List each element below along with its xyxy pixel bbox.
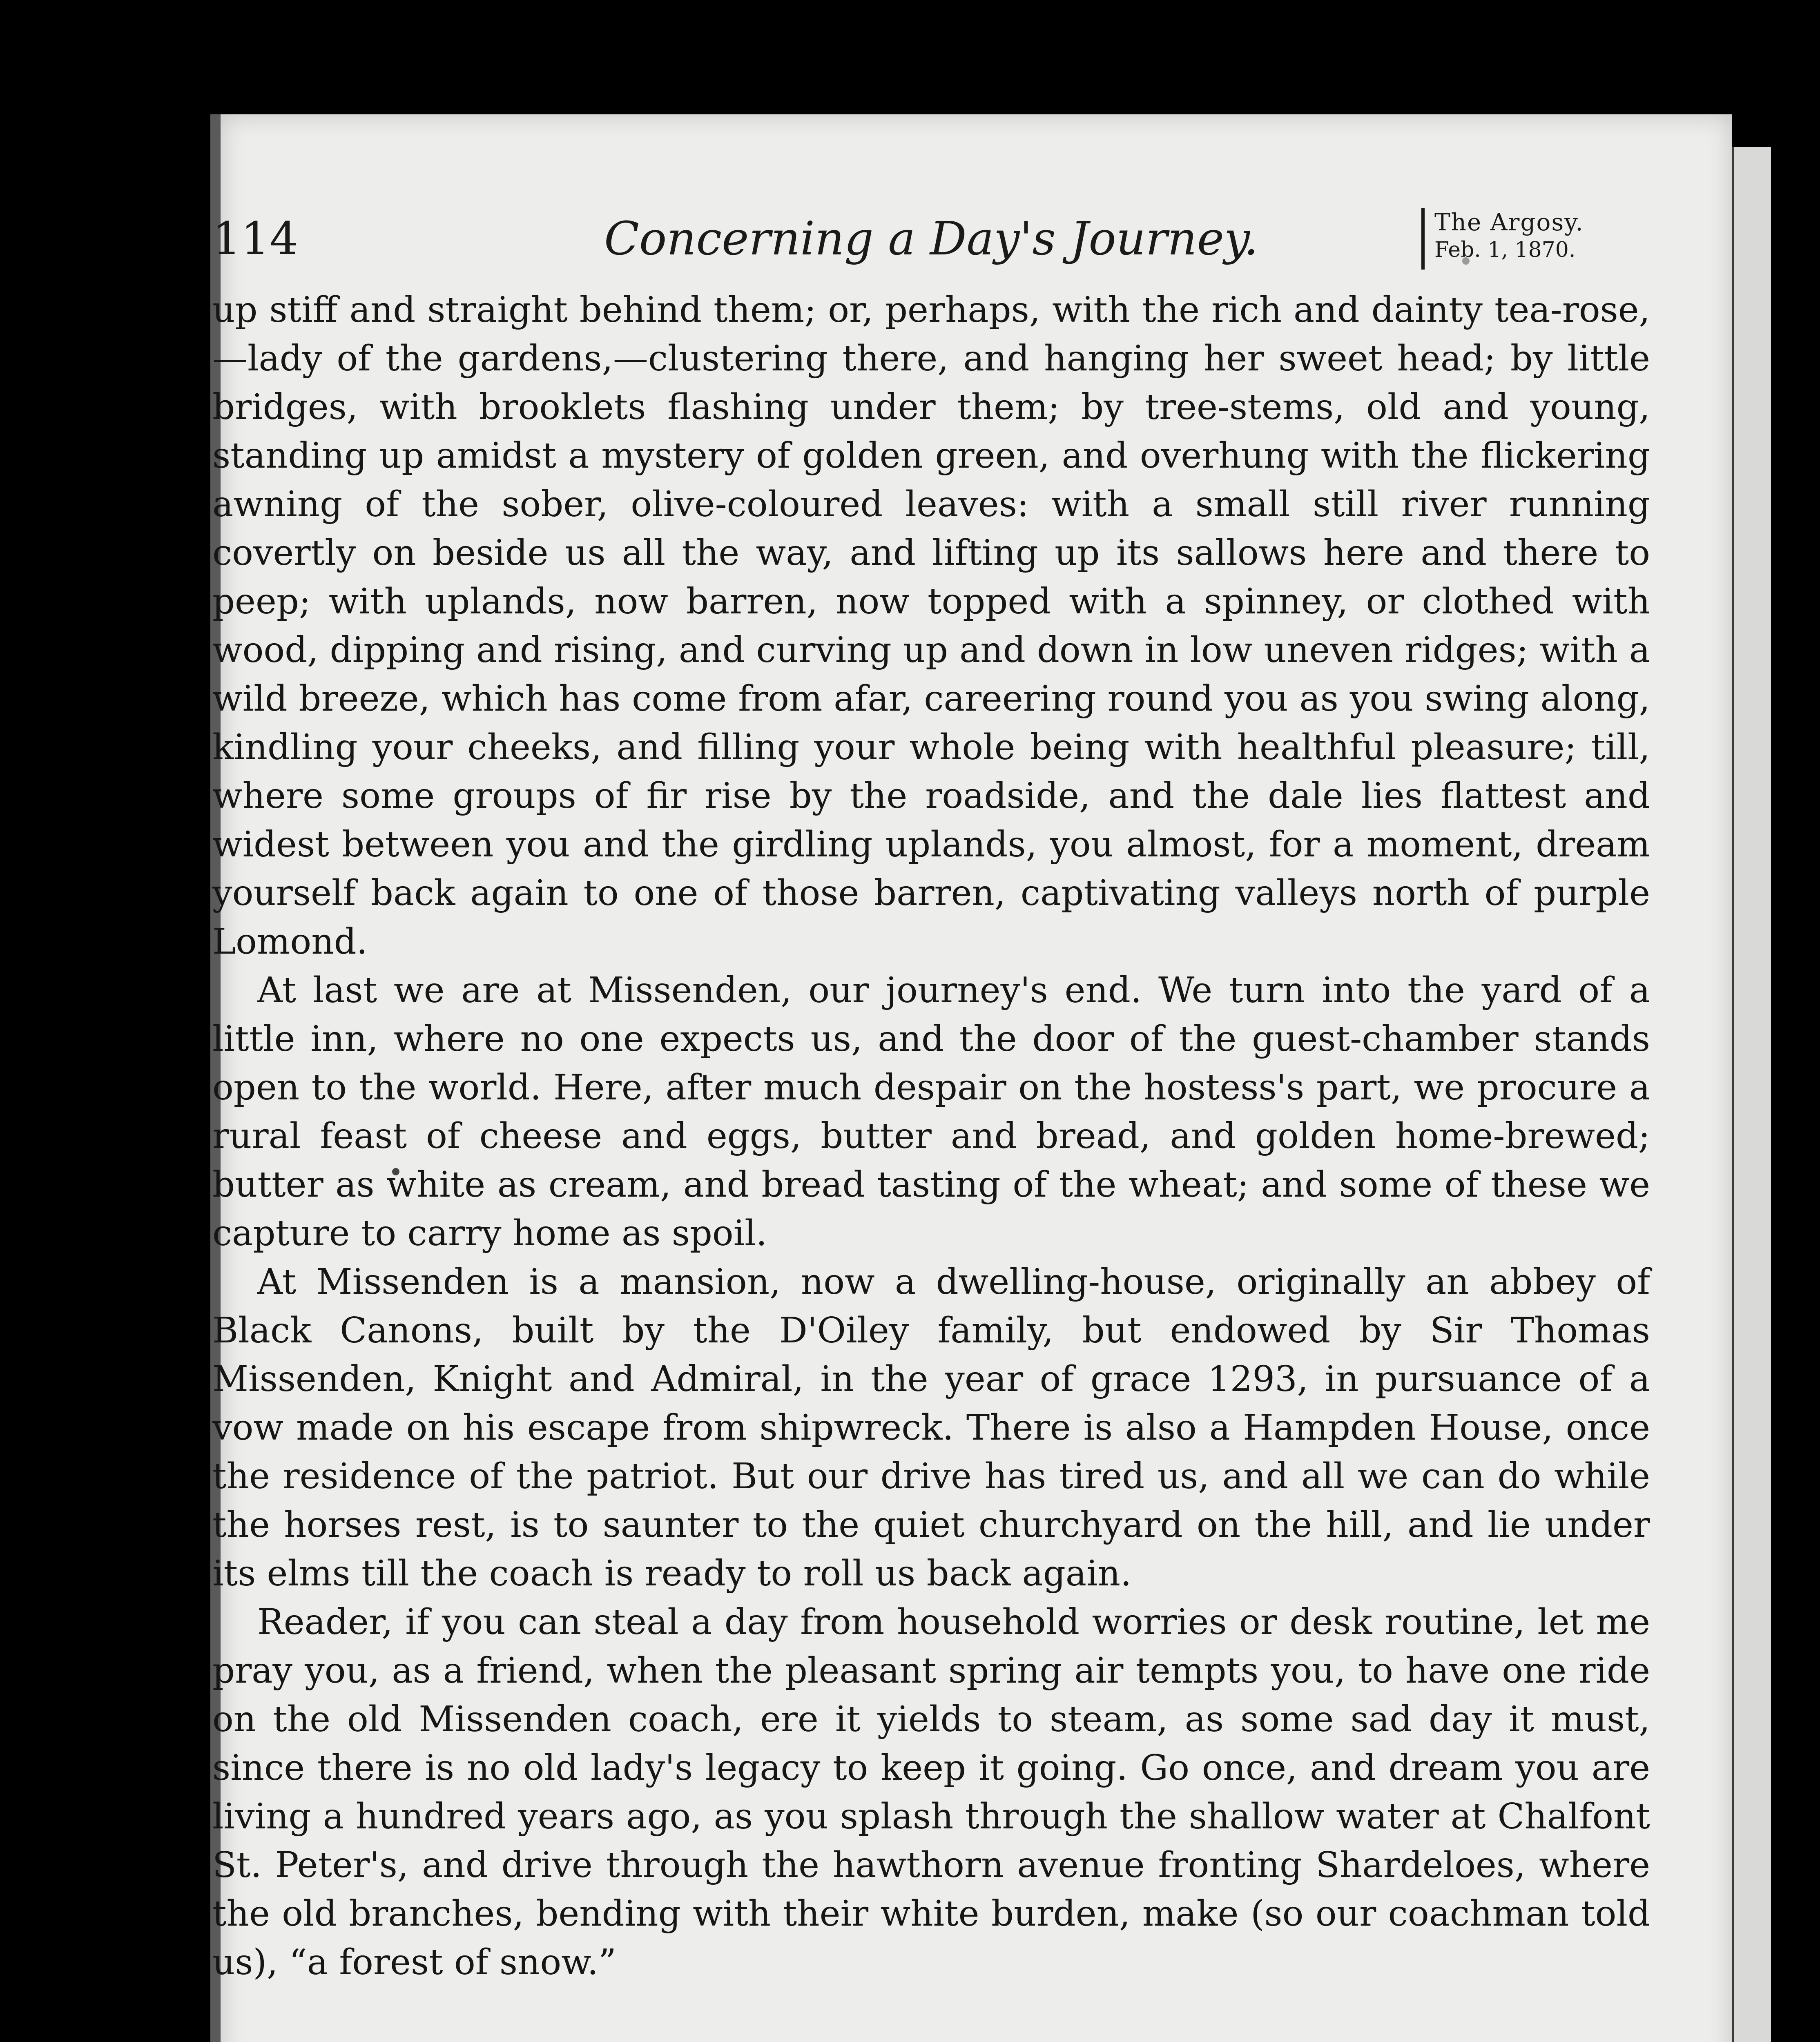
article-body [212,286,1650,1987]
paragraph: Reader, if you can steal a day from household worries or desk routine, let me pray you, as a friend, when the pleasant spring air tempts you, to have one ride on the old Missenden coach, ere it yields to steam, as some sad day it must, since there is no old lady's legacy to keep it going. Go once, and dream you are living a hundred years ago, as you splash through the shallow water at Chalfont St. Peter's, and drive through the hawthorn avenue fronting Shardeloes, where the old branches, bending with their white burden, make (so our coachman told us), “a forest of snow.” [212,1602,1650,1983]
running-title: Concerning a Day's Journey. [604,212,1258,265]
issue-date: Feb. 1, 1870. [1434,238,1576,262]
page-number: 114 [212,212,298,265]
page-right-edge [1732,147,1771,2042]
paragraph: up stiff and straight behind them; or, perhaps, with the rich and dainty tea-rose,—lady of the gardens,—clustering there, and hanging her sweet head; by little bridges, with brooklets flashing under them; by tree-stems, old and young, standing up amidst a mystery of golden green, and overhung with the flickering awning of the sober, olive-coloured leaves: with a small still river running covertly on beside us all the way, and lifting up its sallows here and there to peep; with uplands, now barren, now topped with a spinney, or clothed with wood, dipping and rising, and curving up and down in low uneven ridges; with a wild breeze, which has come from afar, careering round you as you swing along, kindling your cheeks, and filling your whole being with healthful pleasure; till, where some groups of fir rise by the roadside, and the dale lies flattest and widest between you and the girdling uplands, you almost, for a moment, dream yourself back again to one of those barren, captivating valleys north of purple Lomond. [212,290,1650,962]
issue-tag [1421,208,1650,270]
paragraph: At Missenden is a mansion, now a dwelling-house, originally an abbey of Black Canons, built by the D'Oiley family, but endowed by Sir Thomas Missenden, Knight and Admiral, in the year of grace 1293, in pursuance of a vow made on his escape from shipwreck. There is also a Hampden House, once the residence of the patriot. But our drive has tired us, and all we can do while the horses rest, is to saunter to the quiet churchyard on the hill, and lie under its elms till the coach is ready to roll us back again. [212,1262,1650,1594]
page-header [212,204,1650,278]
issue-publication: The Argosy. [1434,208,1584,236]
paragraph: At last we are at Missenden, our journey's end. We turn into the yard of a little inn, where no one expects us, and the door of the guest-chamber stands open to the world. Here, after much despair on the hostess's part, we procure a rural feast of cheese and eggs, butter and bread, and golden home-brewed; butter as white as cream, and bread tasting of the wheat; and some of these we capture to carry home as spoil. [212,970,1650,1254]
